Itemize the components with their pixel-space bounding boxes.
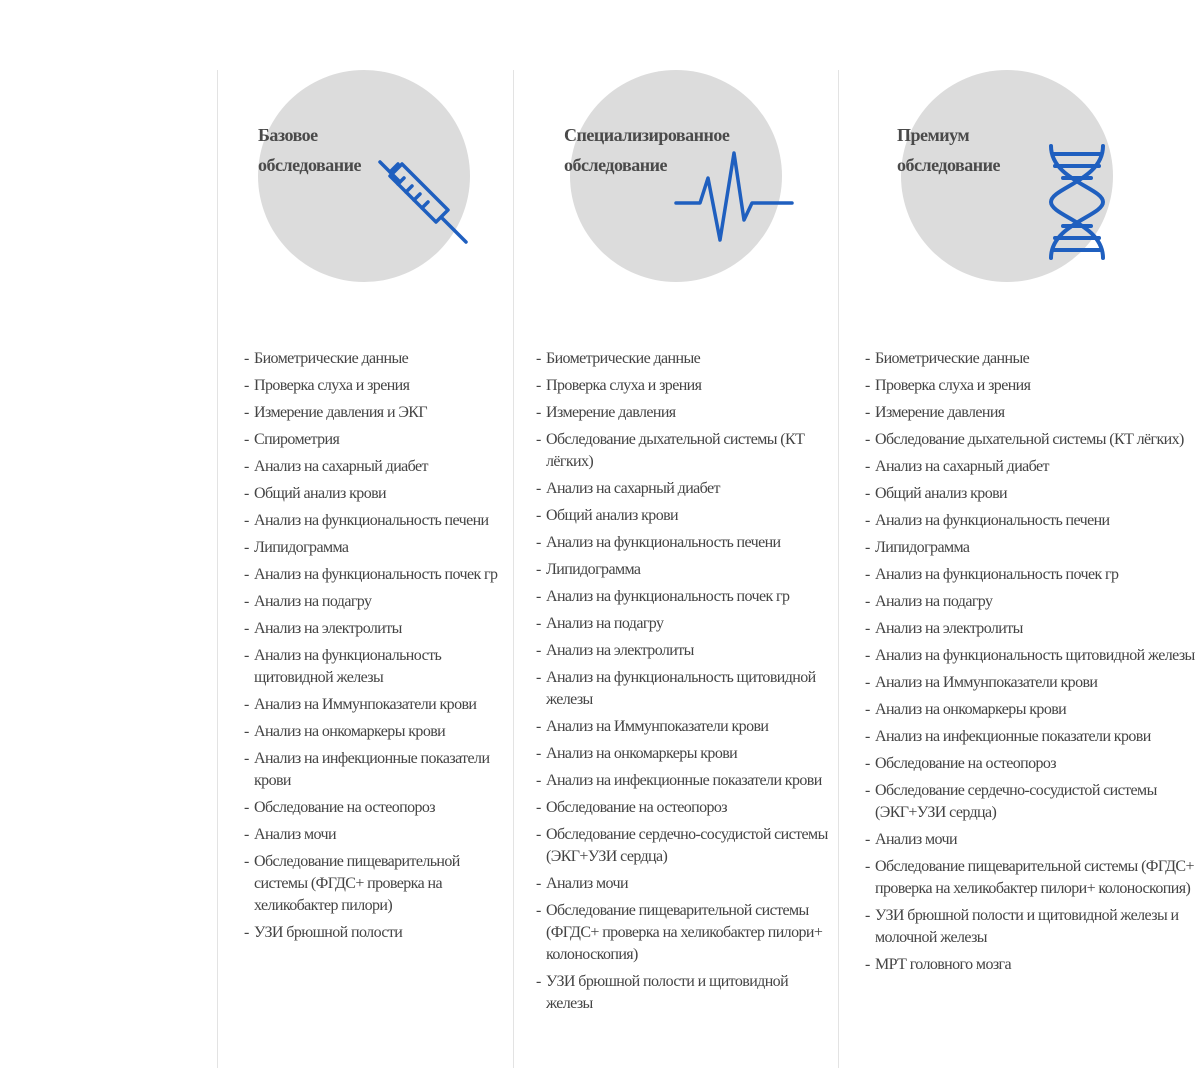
service-item: - Анализ на функциональность печени — [865, 510, 1199, 532]
service-item: - Проверка слуха и зрения — [536, 375, 836, 397]
column-divider — [838, 70, 839, 1068]
service-item: - Анализ на инфекционные показатели крови — [865, 726, 1199, 748]
service-item: - Анализ на функциональность печени — [536, 532, 836, 554]
service-item: - Общий анализ крови — [865, 483, 1199, 505]
services-list — [244, 348, 508, 949]
service-item: - Анализ на инфекционные показатели крови — [536, 770, 836, 792]
plan-title-line: обследование — [258, 155, 361, 175]
service-item: - Анализ на электролиты — [865, 618, 1199, 640]
service-item: - Анализ на функциональность почек гр — [865, 564, 1199, 586]
service-item: - Общий анализ крови — [244, 483, 508, 505]
service-item: - Анализ на функциональность щитовидной железы — [536, 667, 836, 711]
service-item: - Измерение давления и ЭКГ — [244, 402, 508, 424]
service-item: - Анализ на сахарный диабет — [865, 456, 1199, 478]
service-item: - Биометрические данные — [536, 348, 836, 370]
service-item: - Анализ мочи — [244, 824, 508, 846]
service-item: - МРТ головного мозга — [865, 954, 1199, 976]
plan-title — [897, 120, 1000, 180]
service-item: - Анализ на функциональность щитовидной железы — [244, 645, 508, 689]
service-item: - Анализ на электролиты — [244, 618, 508, 640]
column-divider — [217, 70, 218, 1068]
service-item: - УЗИ брюшной полости — [244, 922, 508, 944]
syringe-icon — [378, 150, 474, 251]
service-item: - УЗИ брюшной полости и щитовидной железы и молочной железы — [865, 905, 1199, 949]
service-item: - Анализ на функциональность щитовидной железы — [865, 645, 1199, 667]
service-item: - Проверка слуха и зрения — [865, 375, 1199, 397]
plan-title-line: обследование — [897, 155, 1000, 175]
plan-title-line: Базовое — [258, 125, 318, 145]
services-list — [536, 348, 836, 1020]
service-item: - Анализ на сахарный диабет — [244, 456, 508, 478]
plan-title-line: обследование — [564, 155, 667, 175]
service-item: - Анализ на подагру — [536, 613, 836, 635]
service-item: - Обследование дыхательной системы (КТ лёгких) — [536, 429, 836, 473]
service-item: - Обследование на остеопороз — [536, 797, 836, 819]
service-item: - Липидограмма — [536, 559, 836, 581]
service-item: - Анализ на электролиты — [536, 640, 836, 662]
service-item: - Обследование на остеопороз — [244, 797, 508, 819]
plan-title-line: Премиум — [897, 125, 970, 145]
service-item: - Анализ мочи — [865, 829, 1199, 851]
plan-title — [258, 120, 361, 180]
service-item: - Анализ на Иммунпоказатели крови — [536, 716, 836, 738]
service-item: - Обследование пищеварительной системы (ФГДС+ проверка на хеликобактер пилори+ колоноскопия) — [865, 856, 1199, 900]
service-item: - Анализ на подагру — [865, 591, 1199, 613]
service-item: - Анализ на инфекционные показатели крови — [244, 748, 508, 792]
service-item: - Анализ на Иммунпоказатели крови — [244, 694, 508, 716]
service-item: - Липидограмма — [865, 537, 1199, 559]
service-item: - Липидограмма — [244, 537, 508, 559]
services-list — [865, 348, 1199, 981]
service-item: - Обследование сердечно-сосудистой системы (ЭКГ+УЗИ сердца) — [536, 824, 836, 868]
dna-icon — [1045, 144, 1109, 265]
service-item: - Проверка слуха и зрения — [244, 375, 508, 397]
service-item: - Спирометрия — [244, 429, 508, 451]
service-item: - Анализ на онкомаркеры крови — [865, 699, 1199, 721]
service-item: - Биометрические данные — [244, 348, 508, 370]
service-item: - Обследование дыхательной системы (КТ лёгких) — [865, 429, 1199, 451]
service-item: - Обследование сердечно-сосудистой системы (ЭКГ+УЗИ сердца) — [865, 780, 1199, 824]
service-item: - Измерение давления — [865, 402, 1199, 424]
service-item: - Анализ на функциональность печени — [244, 510, 508, 532]
service-item: - Анализ мочи — [536, 873, 836, 895]
service-item: - Анализ на функциональность почек гр — [536, 586, 836, 608]
service-item: - УЗИ брюшной полости и щитовидной железы — [536, 971, 836, 1015]
column-divider — [513, 70, 514, 1068]
service-item: - Измерение давления — [536, 402, 836, 424]
service-item: - Анализ на Иммунпоказатели крови — [865, 672, 1199, 694]
service-item: - Обследование пищеварительной системы (ФГДС+ проверка на хеликобактер пилори) — [244, 851, 508, 917]
service-item: - Анализ на подагру — [244, 591, 508, 613]
service-item: - Анализ на сахарный диабет — [536, 478, 836, 500]
service-item: - Биометрические данные — [865, 348, 1199, 370]
service-item: - Обследование на остеопороз — [865, 753, 1199, 775]
heartbeat-pulse-icon — [672, 148, 796, 253]
plan-title-line: Специализированное — [564, 125, 730, 145]
service-item: - Анализ на онкомаркеры крови — [536, 743, 836, 765]
service-item: - Анализ на функциональность почек гр — [244, 564, 508, 586]
service-item: - Обследование пищеварительной системы (ФГДС+ проверка на хеликобактер пилори+ колоноскопия) — [536, 900, 836, 966]
service-item: - Анализ на онкомаркеры крови — [244, 721, 508, 743]
service-item: - Общий анализ крови — [536, 505, 836, 527]
